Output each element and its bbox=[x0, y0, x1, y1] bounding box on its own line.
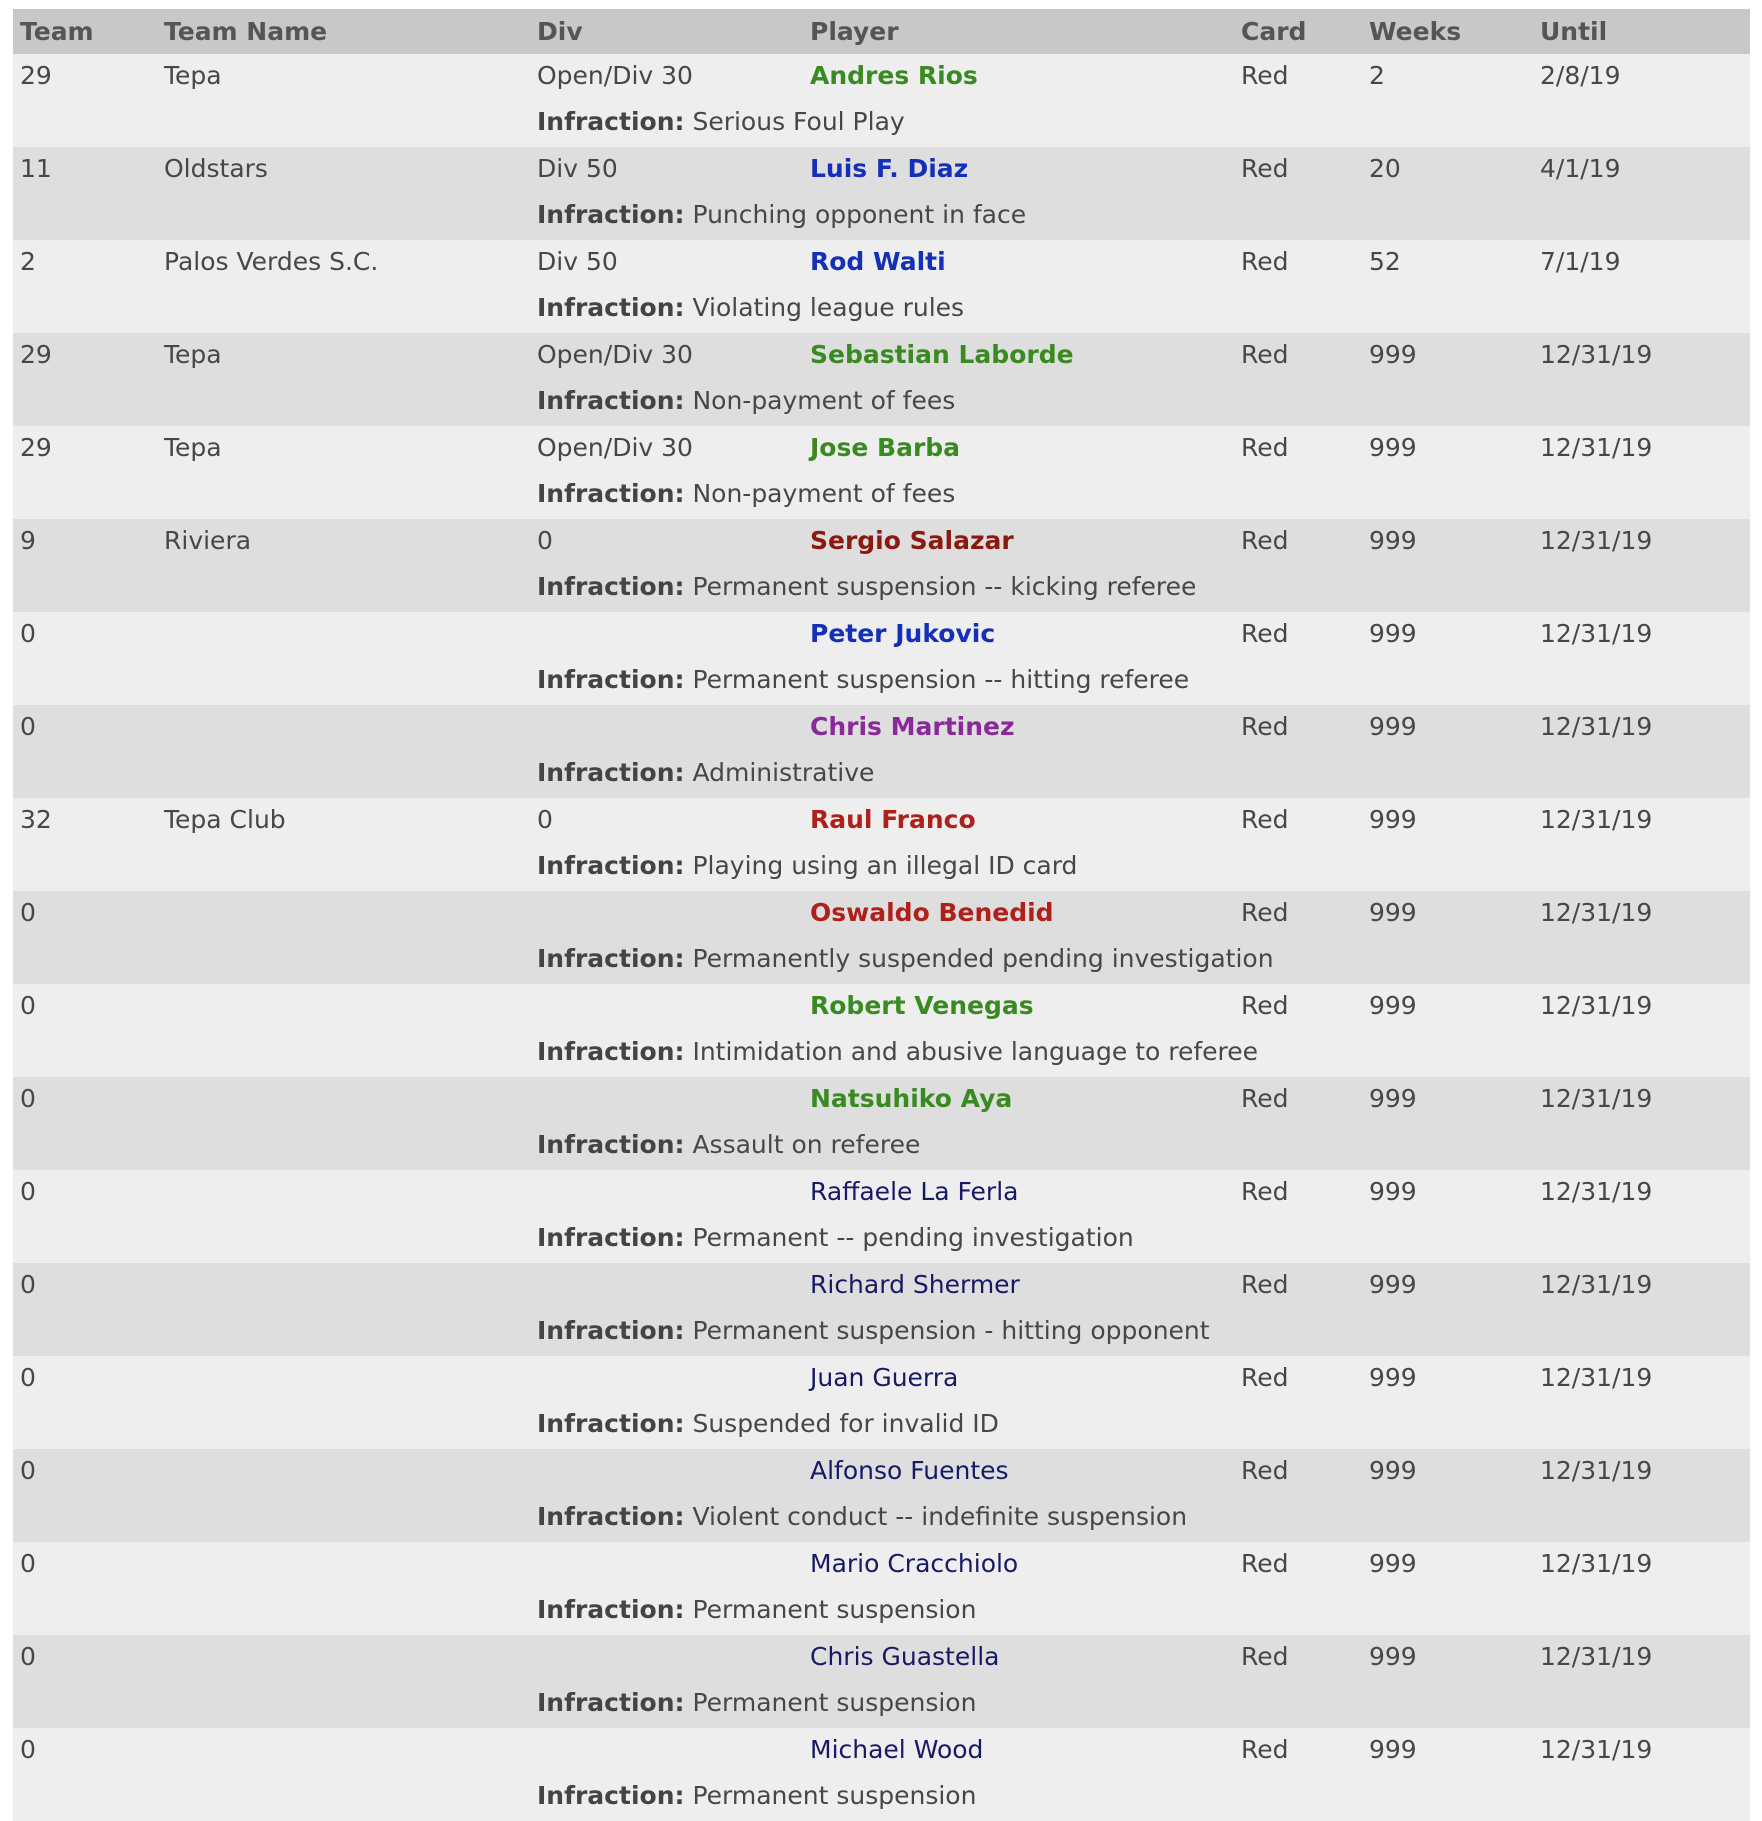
table-row bbox=[13, 705, 1750, 798]
header-team[interactable]: Team bbox=[20, 17, 94, 46]
infraction bbox=[537, 479, 955, 508]
team-number: 0 bbox=[20, 1084, 36, 1113]
infraction-label: Infraction: bbox=[537, 200, 685, 229]
player-link[interactable]: Michael Wood bbox=[810, 1735, 984, 1764]
division: Open/Div 30 bbox=[537, 61, 693, 90]
team-number: 9 bbox=[20, 526, 36, 555]
infraction bbox=[537, 1316, 1210, 1345]
infraction-label: Infraction: bbox=[537, 107, 685, 136]
team-number: 0 bbox=[20, 1735, 36, 1764]
infraction bbox=[537, 1409, 999, 1438]
weeks-count: 999 bbox=[1369, 1084, 1417, 1113]
weeks-count: 999 bbox=[1369, 1735, 1417, 1764]
until-date: 12/31/19 bbox=[1540, 898, 1653, 927]
team-name: Tepa bbox=[164, 433, 222, 462]
team-name: Tepa bbox=[164, 61, 222, 90]
infraction-text: Suspended for invalid ID bbox=[692, 1409, 999, 1438]
until-date: 4/1/19 bbox=[1540, 154, 1621, 183]
infraction-text: Playing using an illegal ID card bbox=[692, 851, 1078, 880]
table-row bbox=[13, 1356, 1750, 1449]
infraction bbox=[537, 1130, 920, 1159]
until-date: 12/31/19 bbox=[1540, 1177, 1653, 1206]
division: 0 bbox=[537, 805, 553, 834]
until-date: 7/1/19 bbox=[1540, 247, 1621, 276]
table-row bbox=[13, 1728, 1750, 1821]
infraction-text: Permanent -- pending investigation bbox=[692, 1223, 1134, 1252]
team-number: 11 bbox=[20, 154, 52, 183]
team-number: 0 bbox=[20, 712, 36, 741]
team-number: 0 bbox=[20, 1456, 36, 1485]
card-type: Red bbox=[1241, 526, 1289, 555]
weeks-count: 52 bbox=[1369, 247, 1401, 276]
weeks-count: 999 bbox=[1369, 712, 1417, 741]
infraction-label: Infraction: bbox=[537, 1502, 685, 1531]
infraction-text: Violating league rules bbox=[692, 293, 965, 322]
infraction bbox=[537, 386, 955, 415]
until-date: 12/31/19 bbox=[1540, 1456, 1653, 1485]
infraction bbox=[537, 758, 874, 787]
header-div[interactable]: Div bbox=[537, 17, 583, 46]
card-type: Red bbox=[1241, 1084, 1289, 1113]
until-date: 12/31/19 bbox=[1540, 805, 1653, 834]
infraction-label: Infraction: bbox=[537, 1688, 685, 1717]
until-date: 12/31/19 bbox=[1540, 991, 1653, 1020]
player-link[interactable]: Sebastian Laborde bbox=[810, 340, 1074, 369]
infraction bbox=[537, 665, 1189, 694]
until-date: 12/31/19 bbox=[1540, 1270, 1653, 1299]
player-link[interactable]: Sergio Salazar bbox=[810, 526, 1014, 555]
infraction-text: Administrative bbox=[692, 758, 875, 787]
table-row bbox=[13, 426, 1750, 519]
infraction-label: Infraction: bbox=[537, 1781, 685, 1810]
header-card[interactable]: Card bbox=[1241, 17, 1307, 46]
team-number: 0 bbox=[20, 991, 36, 1020]
infraction bbox=[537, 1502, 1187, 1531]
weeks-count: 999 bbox=[1369, 1270, 1417, 1299]
header-team-name[interactable]: Team Name bbox=[164, 17, 328, 46]
until-date: 12/31/19 bbox=[1540, 1549, 1653, 1578]
player-link[interactable]: Chris Guastella bbox=[810, 1642, 1000, 1671]
infraction-label: Infraction: bbox=[537, 293, 685, 322]
division: Open/Div 30 bbox=[537, 433, 693, 462]
division: 0 bbox=[537, 526, 553, 555]
infraction bbox=[537, 1595, 976, 1624]
infraction-label: Infraction: bbox=[537, 1409, 685, 1438]
weeks-count: 20 bbox=[1369, 154, 1401, 183]
card-type: Red bbox=[1241, 1270, 1289, 1299]
infraction-text: Punching opponent in face bbox=[692, 200, 1027, 229]
infraction bbox=[537, 1223, 1134, 1252]
weeks-count: 999 bbox=[1369, 1177, 1417, 1206]
player-link[interactable]: Peter Jukovic bbox=[810, 619, 996, 648]
suspensions-table bbox=[13, 9, 1750, 1821]
table-row bbox=[13, 1170, 1750, 1263]
infraction bbox=[537, 944, 1274, 973]
infraction-text: Serious Foul Play bbox=[692, 107, 905, 136]
infraction-label: Infraction: bbox=[537, 1037, 685, 1066]
infraction bbox=[537, 1037, 1258, 1066]
card-type: Red bbox=[1241, 1642, 1289, 1671]
table-row bbox=[13, 984, 1750, 1077]
infraction-label: Infraction: bbox=[537, 1223, 685, 1252]
weeks-count: 999 bbox=[1369, 1549, 1417, 1578]
player-link[interactable]: Richard Shermer bbox=[810, 1270, 1020, 1299]
table-row bbox=[13, 612, 1750, 705]
player-link[interactable]: Rod Walti bbox=[810, 247, 946, 276]
card-type: Red bbox=[1241, 154, 1289, 183]
card-type: Red bbox=[1241, 340, 1289, 369]
infraction-label: Infraction: bbox=[537, 1595, 685, 1624]
infraction-text: Permanent suspension -- hitting referee bbox=[692, 665, 1190, 694]
team-name: Oldstars bbox=[164, 154, 268, 183]
table-row bbox=[13, 54, 1750, 147]
team-number: 32 bbox=[20, 805, 52, 834]
team-number: 0 bbox=[20, 1270, 36, 1299]
team-name: Tepa bbox=[164, 340, 222, 369]
table-row bbox=[13, 147, 1750, 240]
weeks-count: 999 bbox=[1369, 1363, 1417, 1392]
weeks-count: 999 bbox=[1369, 898, 1417, 927]
player-link[interactable]: Mario Cracchiolo bbox=[810, 1549, 1019, 1578]
table-row bbox=[13, 891, 1750, 984]
infraction-label: Infraction: bbox=[537, 1316, 685, 1345]
weeks-count: 999 bbox=[1369, 805, 1417, 834]
team-number: 0 bbox=[20, 1549, 36, 1578]
card-type: Red bbox=[1241, 1735, 1289, 1764]
team-number: 0 bbox=[20, 1642, 36, 1671]
division: Open/Div 30 bbox=[537, 340, 693, 369]
player-link[interactable]: Chris Martinez bbox=[810, 712, 1015, 741]
table-body bbox=[13, 54, 1750, 1821]
player-link[interactable]: Raffaele La Ferla bbox=[810, 1177, 1019, 1206]
infraction bbox=[537, 1781, 976, 1810]
infraction bbox=[537, 851, 1077, 880]
card-type: Red bbox=[1241, 898, 1289, 927]
table-row bbox=[13, 1449, 1750, 1542]
table-row bbox=[13, 798, 1750, 891]
card-type: Red bbox=[1241, 805, 1289, 834]
infraction-label: Infraction: bbox=[537, 851, 685, 880]
team-number: 29 bbox=[20, 340, 52, 369]
card-type: Red bbox=[1241, 1363, 1289, 1392]
infraction-text: Non-payment of fees bbox=[692, 479, 956, 508]
card-type: Red bbox=[1241, 61, 1289, 90]
infraction-text: Intimidation and abusive language to referee bbox=[692, 1037, 1259, 1066]
infraction-text: Permanent suspension bbox=[692, 1688, 977, 1717]
infraction-label: Infraction: bbox=[537, 572, 685, 601]
header-until[interactable]: Until bbox=[1540, 17, 1608, 46]
table-header bbox=[13, 9, 1750, 54]
infraction bbox=[537, 107, 905, 136]
player-link[interactable]: Robert Venegas bbox=[810, 991, 1034, 1020]
until-date: 12/31/19 bbox=[1540, 1735, 1653, 1764]
header-weeks[interactable]: Weeks bbox=[1369, 17, 1462, 46]
card-type: Red bbox=[1241, 433, 1289, 462]
table-row bbox=[13, 1635, 1750, 1728]
table-row bbox=[13, 333, 1750, 426]
until-date: 12/31/19 bbox=[1540, 1642, 1653, 1671]
team-number: 29 bbox=[20, 433, 52, 462]
weeks-count: 999 bbox=[1369, 1642, 1417, 1671]
card-type: Red bbox=[1241, 712, 1289, 741]
card-type: Red bbox=[1241, 1177, 1289, 1206]
team-name: Palos Verdes S.C. bbox=[164, 247, 379, 276]
infraction bbox=[537, 200, 1026, 229]
infraction-label: Infraction: bbox=[537, 758, 685, 787]
table-row bbox=[13, 1263, 1750, 1356]
player-link[interactable]: Luis F. Diaz bbox=[810, 154, 969, 183]
card-type: Red bbox=[1241, 1456, 1289, 1485]
infraction-label: Infraction: bbox=[537, 1130, 685, 1159]
until-date: 12/31/19 bbox=[1540, 526, 1653, 555]
team-name: Tepa Club bbox=[164, 805, 286, 834]
weeks-count: 2 bbox=[1369, 61, 1385, 90]
until-date: 12/31/19 bbox=[1540, 712, 1653, 741]
player-link[interactable]: Alfonso Fuentes bbox=[810, 1456, 1009, 1485]
infraction-text: Permanent suspension bbox=[692, 1781, 977, 1810]
weeks-count: 999 bbox=[1369, 619, 1417, 648]
team-number: 0 bbox=[20, 1177, 36, 1206]
until-date: 2/8/19 bbox=[1540, 61, 1621, 90]
infraction-label: Infraction: bbox=[537, 386, 685, 415]
infraction-text: Permanently suspended pending investigation bbox=[692, 944, 1274, 973]
header-player[interactable]: Player bbox=[810, 17, 899, 46]
infraction bbox=[537, 1688, 976, 1717]
player-link[interactable]: Andres Rios bbox=[810, 61, 978, 90]
infraction-text: Permanent suspension -- kicking referee bbox=[692, 572, 1197, 601]
weeks-count: 999 bbox=[1369, 433, 1417, 462]
division: Div 50 bbox=[537, 247, 618, 276]
weeks-count: 999 bbox=[1369, 526, 1417, 555]
infraction-text: Permanent suspension - hitting opponent bbox=[692, 1316, 1210, 1345]
weeks-count: 999 bbox=[1369, 340, 1417, 369]
player-link[interactable]: Jose Barba bbox=[810, 433, 961, 462]
card-type: Red bbox=[1241, 247, 1289, 276]
table-row bbox=[13, 1077, 1750, 1170]
until-date: 12/31/19 bbox=[1540, 433, 1653, 462]
team-name: Riviera bbox=[164, 526, 252, 555]
infraction-text: Assault on referee bbox=[692, 1130, 921, 1159]
team-number: 0 bbox=[20, 1363, 36, 1392]
card-type: Red bbox=[1241, 1549, 1289, 1578]
table-row bbox=[13, 1542, 1750, 1635]
until-date: 12/31/19 bbox=[1540, 340, 1653, 369]
infraction-label: Infraction: bbox=[537, 479, 685, 508]
weeks-count: 999 bbox=[1369, 991, 1417, 1020]
team-number: 0 bbox=[20, 898, 36, 927]
infraction-label: Infraction: bbox=[537, 944, 685, 973]
player-link[interactable]: Oswaldo Benedid bbox=[810, 898, 1054, 927]
infraction-text: Violent conduct -- indefinite suspension bbox=[692, 1502, 1188, 1531]
team-number: 0 bbox=[20, 619, 36, 648]
table-row bbox=[13, 240, 1750, 333]
weeks-count: 999 bbox=[1369, 1456, 1417, 1485]
infraction bbox=[537, 293, 964, 322]
player-link[interactable]: Juan Guerra bbox=[810, 1363, 959, 1392]
table-row bbox=[13, 519, 1750, 612]
infraction-text: Permanent suspension bbox=[692, 1595, 977, 1624]
until-date: 12/31/19 bbox=[1540, 619, 1653, 648]
until-date: 12/31/19 bbox=[1540, 1363, 1653, 1392]
infraction-label: Infraction: bbox=[537, 665, 685, 694]
until-date: 12/31/19 bbox=[1540, 1084, 1653, 1113]
player-link[interactable]: Natsuhiko Aya bbox=[810, 1084, 1013, 1113]
team-number: 2 bbox=[20, 247, 36, 276]
infraction-text: Non-payment of fees bbox=[692, 386, 956, 415]
card-type: Red bbox=[1241, 991, 1289, 1020]
card-type: Red bbox=[1241, 619, 1289, 648]
player-link[interactable]: Raul Franco bbox=[810, 805, 976, 834]
team-number: 29 bbox=[20, 61, 52, 90]
division: Div 50 bbox=[537, 154, 618, 183]
infraction bbox=[537, 572, 1196, 601]
